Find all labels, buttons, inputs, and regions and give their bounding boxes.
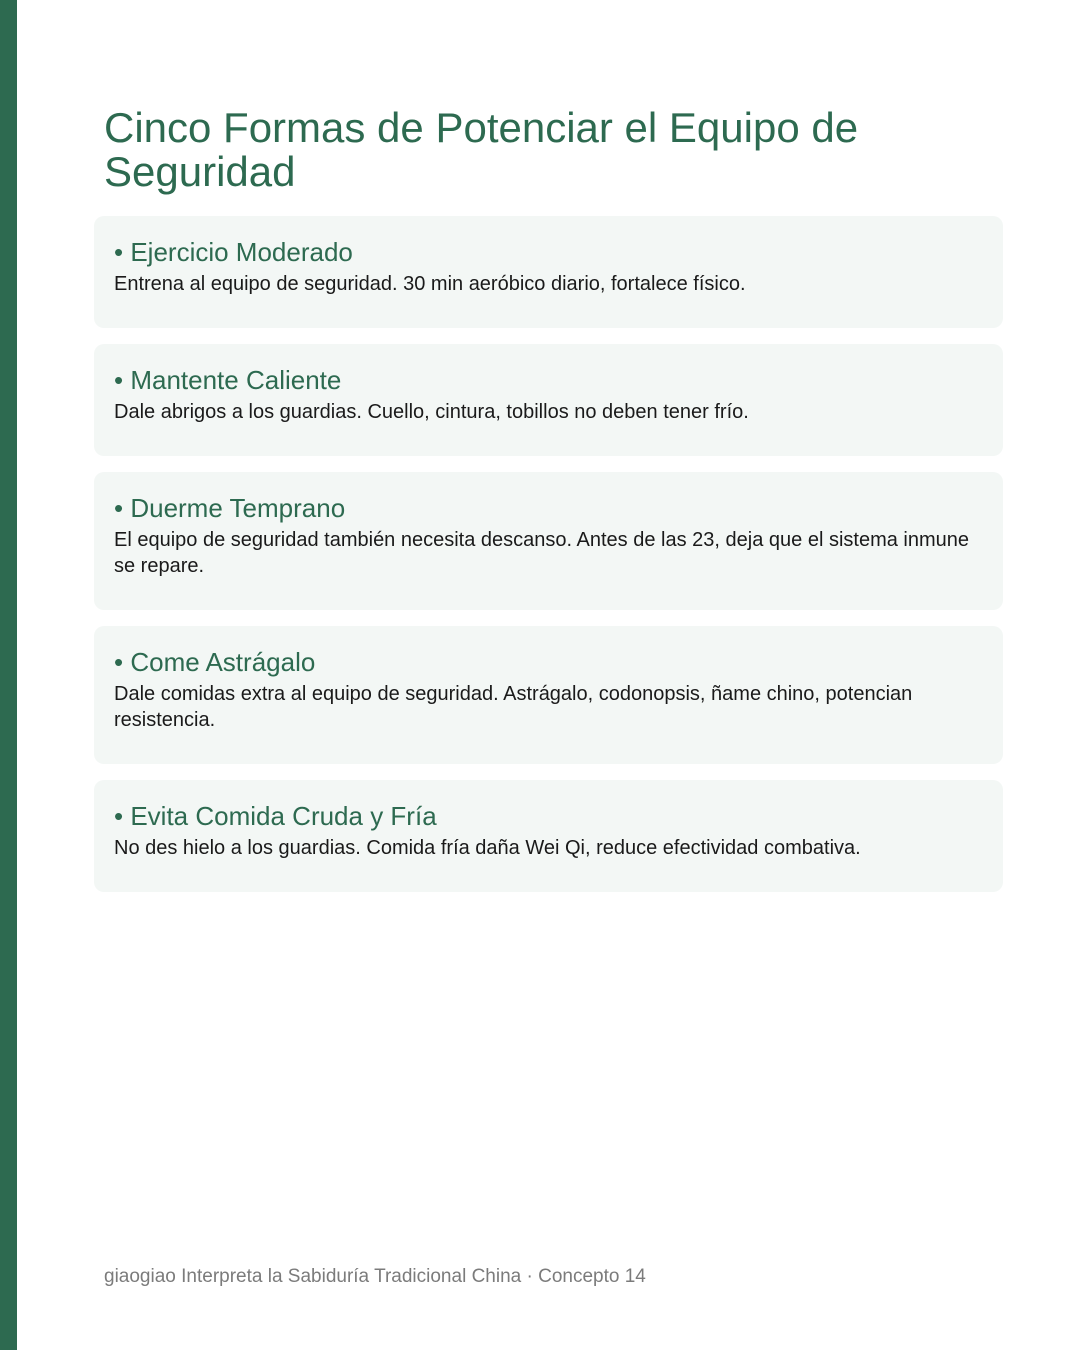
side-accent-bar <box>0 0 17 1350</box>
tip-card-duerme <box>94 472 1003 610</box>
tip-card-caliente <box>94 344 1003 456</box>
page-title: Cinco Formas de Potenciar el Equipo de Seguridad <box>104 104 859 195</box>
tip-title: • Mantente Caliente <box>114 365 342 395</box>
tip-card-astragalo <box>94 626 1003 764</box>
tip-body: Entrena al equipo de seguridad. 30 min aeróbico diario, fortalece físico. <box>114 273 746 295</box>
footer-caption: giaogiao Interpreta la Sabiduría Tradicional China · Concepto 14 <box>104 1266 646 1287</box>
tips-list <box>94 216 1003 908</box>
tip-card-comida-fria <box>94 780 1003 892</box>
tip-body: El equipo de seguridad también necesita descanso. Antes de las 23, deja que el sistema inmune se repare. <box>114 529 969 577</box>
tip-title: • Ejercicio Moderado <box>114 237 353 267</box>
tip-title: • Come Astrágalo <box>114 647 316 677</box>
tip-body: No des hielo a los guardias. Comida fría daña Wei Qi, reduce efectividad combativa. <box>114 837 861 859</box>
tip-body: Dale comidas extra al equipo de seguridad. Astrágalo, codonopsis, ñame chino, potencian resistencia. <box>114 683 913 731</box>
tip-body: Dale abrigos a los guardias. Cuello, cintura, tobillos no deben tener frío. <box>114 401 749 423</box>
tip-title: • Evita Comida Cruda y Fría <box>114 801 437 831</box>
tip-card-ejercicio <box>94 216 1003 328</box>
tip-title: • Duerme Temprano <box>114 493 346 523</box>
